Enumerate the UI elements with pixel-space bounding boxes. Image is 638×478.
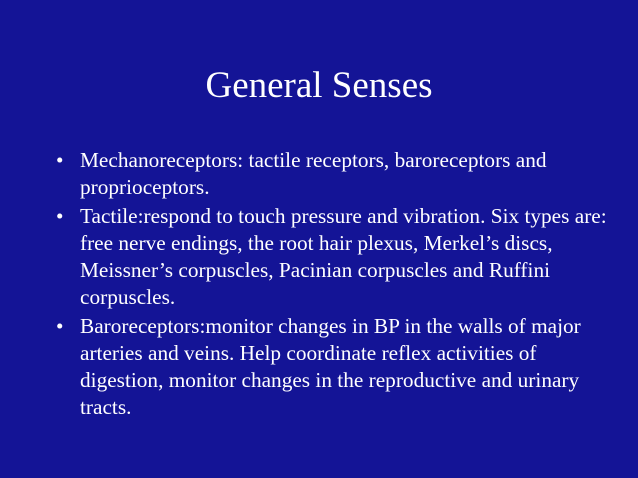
slide-title: General Senses (205, 65, 433, 106)
bullet-marker: • (56, 314, 64, 338)
bullet-text-tactile: Tactile:respond to touch pressure and vibration. Six types are: free nerve endings, the root hair plexus, Merkel’s discs, Meissner’s corpuscles, Pacinian corpuscles and Ruffini corpuscles. (80, 204, 607, 309)
bullet-text-baroreceptors: Baroreceptors:monitor changes in BP in the walls of major arteries and veins. Help coordinate reflex activities of digestion, monitor changes in the reproductive and urinary tracts. (80, 314, 581, 419)
bullet-item-tactile (56, 203, 616, 311)
bullet-item-baroreceptors (56, 313, 616, 421)
bullet-marker: • (56, 148, 64, 172)
bullet-item-mechanoreceptors (56, 147, 616, 201)
bullet-list (56, 147, 616, 423)
bullet-text-mechanoreceptors: Mechanoreceptors: tactile receptors, baroreceptors and proprioceptors. (80, 148, 547, 199)
bullet-marker: • (56, 204, 64, 228)
